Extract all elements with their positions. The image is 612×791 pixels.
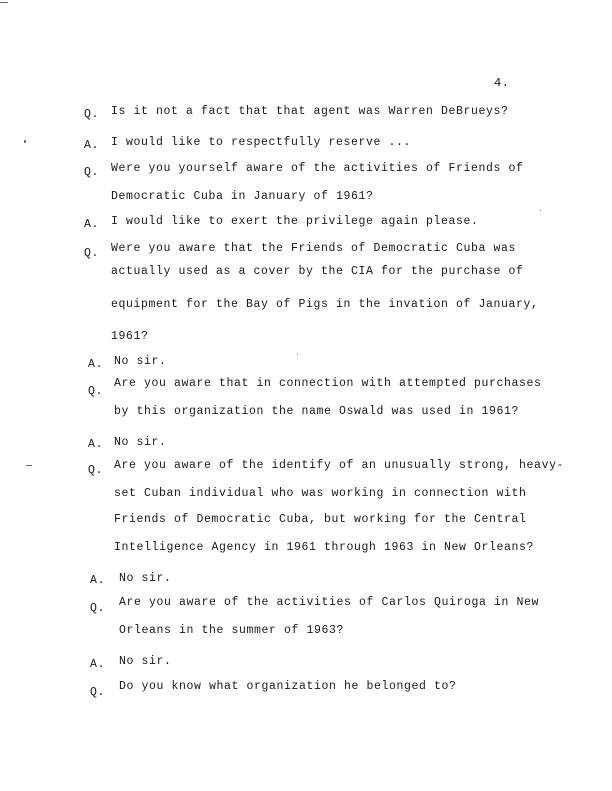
speaker-label: A. <box>88 438 104 451</box>
speaker-label: A. <box>90 658 106 671</box>
text-line: I would like to exert the privilege again please. <box>111 215 479 228</box>
text-line: equipment for the Bay of Pigs in the invation of January, <box>111 298 539 311</box>
text-line: I would like to respectfully reserve ... <box>111 136 412 149</box>
text-line: No sir. <box>114 436 167 449</box>
speaker-label: Q. <box>88 385 104 398</box>
text-line: Were you aware that the Friends of Democratic Cuba was <box>111 242 517 255</box>
speaker-label: Q. <box>84 247 100 260</box>
text-line: Do you know what organization he belonged to? <box>119 680 457 693</box>
margin-speck <box>297 354 298 355</box>
text-line: 1961? <box>111 330 149 343</box>
speaker-label: A. <box>84 139 100 152</box>
text-line: No sir. <box>119 655 172 668</box>
page-number: 4. <box>494 76 510 90</box>
text-line: Is it not a fact that that agent was Warren DeBrueys? <box>111 105 509 118</box>
text-line: Are you aware of the identify of an unusually strong, heavy- <box>114 459 565 472</box>
text-line: No sir. <box>119 572 172 585</box>
text-line: Are you aware that in connection with attempted purchases <box>114 377 542 390</box>
margin-speck <box>540 210 541 211</box>
margin-speck <box>24 140 26 143</box>
left-margin-mark <box>26 465 32 466</box>
speaker-label: A. <box>88 358 104 371</box>
text-line: actually used as a cover by the CIA for the purchase of <box>111 265 524 278</box>
text-line: Democratic Cuba in January of 1961? <box>111 190 374 203</box>
text-line: Intelligence Agency in 1961 through 1963 in New Orleans? <box>114 541 535 554</box>
speaker-label: Q. <box>84 108 100 121</box>
text-line: Were you yourself aware of the activities of Friends of <box>111 162 524 175</box>
speaker-label: Q. <box>90 602 106 615</box>
text-line: set Cuban individual who was working in connection with <box>114 487 527 500</box>
text-line: No sir. <box>114 355 167 368</box>
top-left-mark <box>0 2 8 3</box>
text-line: Orleans in the summer of 1963? <box>119 624 345 637</box>
text-line: Are you aware of the activities of Carlos Quiroga in New <box>119 596 540 609</box>
speaker-label: Q. <box>90 686 106 699</box>
text-line: by this organization the name Oswald was used in 1961? <box>114 405 520 418</box>
speaker-label: Q. <box>84 166 100 179</box>
speaker-label: A. <box>90 574 106 587</box>
speaker-label: A. <box>84 218 100 231</box>
text-line: Friends of Democratic Cuba, but working for the Central <box>114 513 527 526</box>
speaker-label: Q. <box>88 464 104 477</box>
